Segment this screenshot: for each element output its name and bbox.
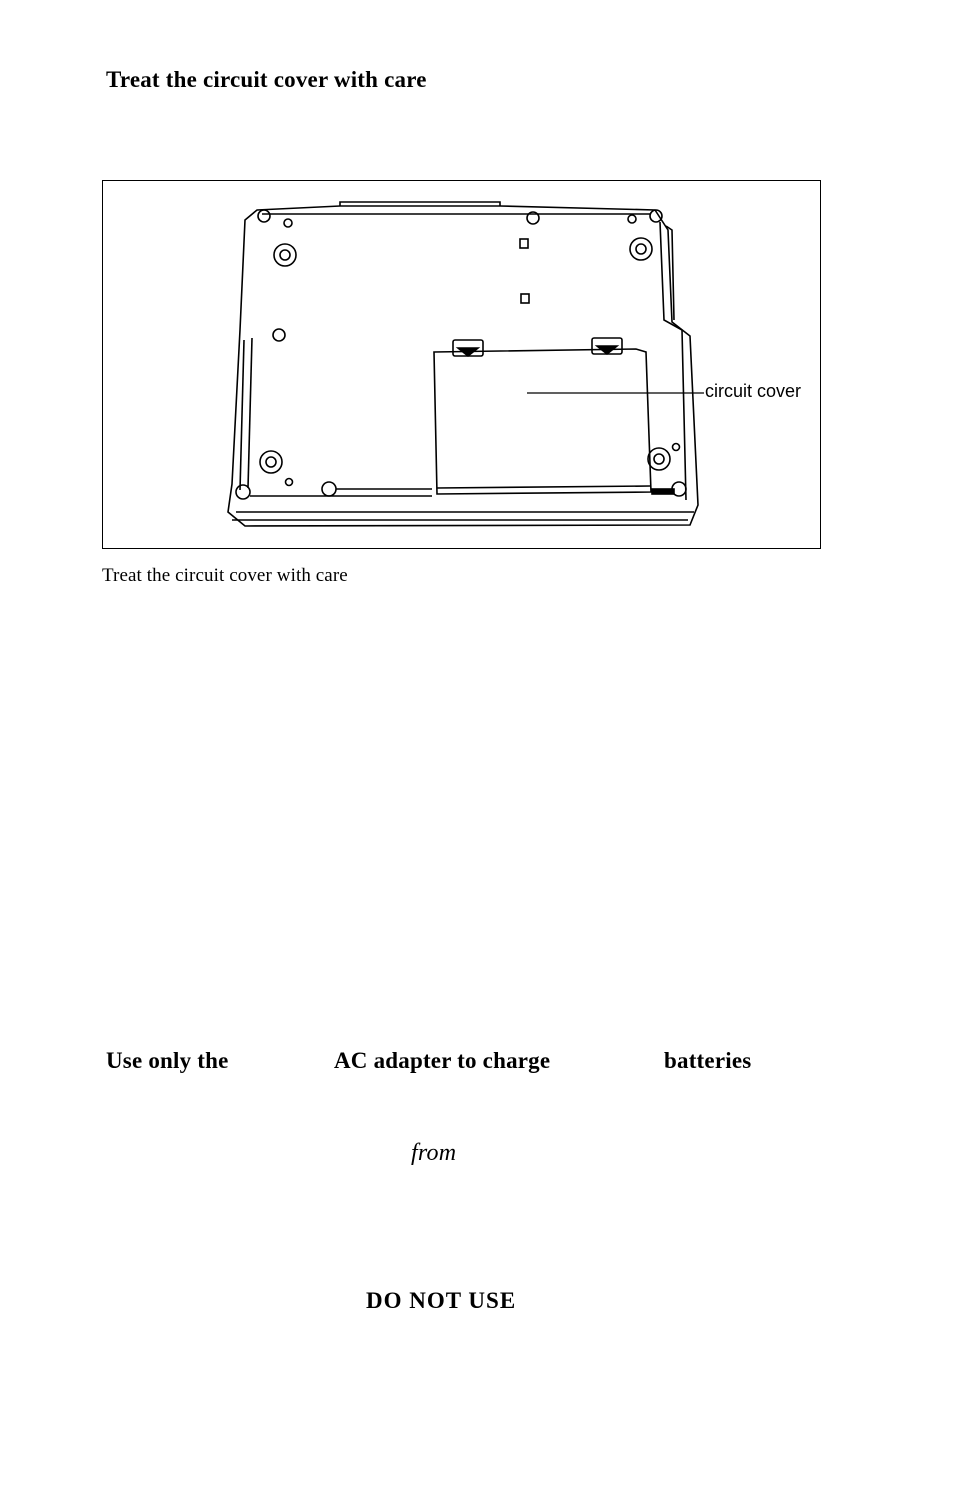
heading-part-1: Use only the [106,1048,229,1073]
circuit-cover-callout: circuit cover [705,381,802,401]
computer-underside-illustration [0,0,954,600]
figure-caption: Treat the circuit cover with care [102,565,348,586]
fragment-from: from [411,1140,457,1166]
heading-part-2: AC adapter to charge [334,1048,551,1073]
warning-text: DO NOT USE [366,1288,517,1313]
section-heading: Treat the circuit cover with care [106,67,427,92]
heading-part-3: batteries [664,1048,752,1073]
